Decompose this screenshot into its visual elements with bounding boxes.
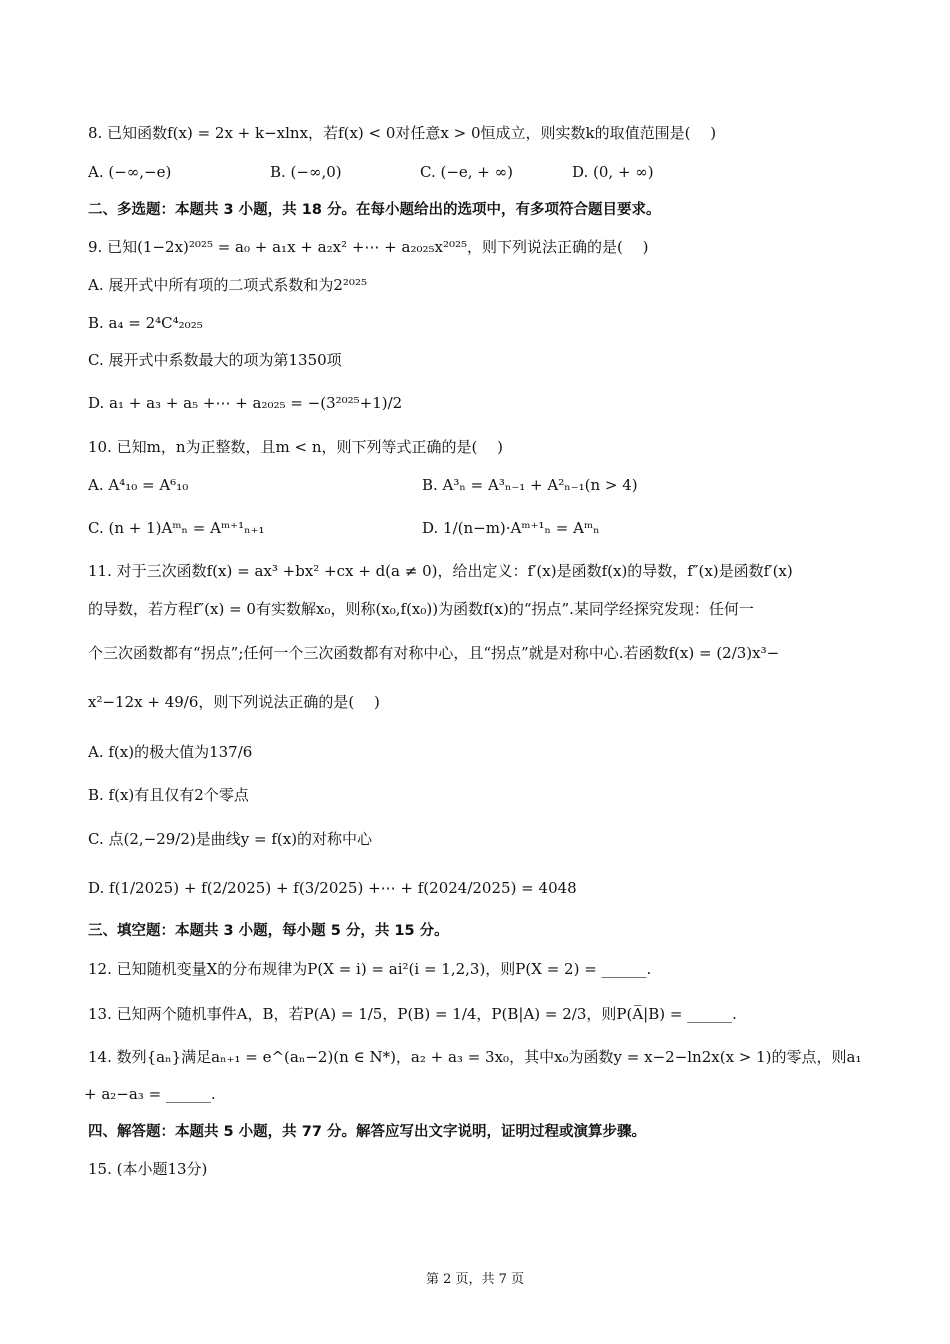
q8-option-c: C. (−e, + ∞): [420, 163, 513, 181]
q11-option-c: C. 点(2,−29/2)是曲线y = f(x)的对称中心: [88, 830, 373, 848]
q9-option-c: C. 展开式中系数最大的项为第1350项: [88, 351, 342, 369]
page-footer: 第 2 页，共 7 页: [425, 1272, 525, 1287]
section-3-heading: 三、填空题：本题共 3 小题，每小题 5 分，共 15 分。: [88, 923, 449, 939]
question-11-line-4: x²−12x + 49/6，则下列说法正确的是( ): [88, 693, 380, 711]
q9-option-d: D. a₁ + a₃ + a₅ +⋯ + a₂₀₂₅ = −(3²⁰²⁵+1)/2: [88, 394, 403, 412]
question-10-stem: 10. 已知m，n为正整数，且m < n，则下列等式正确的是( ): [88, 438, 503, 456]
q10-option-d: D. 1/(n−m)·Aᵐ⁺¹ₙ = Aᵐₙ: [422, 519, 600, 537]
question-11-line-1: 11. 对于三次函数f(x) = ax³ +bx² +cx + d(a ≠ 0)，给出定义：f′(x)是函数f(x)的导数，f″(x)是函数f′(x): [88, 562, 793, 580]
q8-option-b: B. (−∞,0): [270, 163, 342, 181]
q10-option-b: B. A³ₙ = A³ₙ₋₁ + A²ₙ₋₁(n > 4): [422, 476, 638, 494]
question-15-heading: 15. (本小题13分): [88, 1160, 208, 1178]
question-14-line-2: + a₂−a₃ = ______.: [84, 1085, 216, 1103]
section-2-heading: 二、多选题：本题共 3 小题，共 18 分。在每小题给出的选项中，有多项符合题目要求。: [88, 202, 661, 218]
question-9-stem: 9. 已知(1−2x)²⁰²⁵ = a₀ + a₁x + a₂x² +⋯ + a₂₀₂₅x²⁰²⁵，则下列说法正确的是( ): [88, 238, 649, 256]
question-8-stem: 8. 已知函数f(x) = 2x + k−xlnx，若f(x) < 0对任意x > 0恒成立，则实数k的取值范围是( ): [88, 124, 717, 142]
q8-option-d: D. (0, + ∞): [572, 163, 654, 181]
q10-option-a: A. A⁴₁₀ = A⁶₁₀: [88, 476, 189, 494]
q11-option-b: B. f(x)有且仅有2个零点: [88, 786, 249, 804]
section-4-heading: 四、解答题：本题共 5 小题，共 77 分。解答应写出文字说明，证明过程或演算步骤。: [88, 1124, 646, 1140]
q11-option-a: A. f(x)的极大值为137/6: [88, 743, 253, 761]
q9-option-b: B. a₄ = 2⁴C⁴₂₀₂₅: [88, 314, 203, 332]
q9-option-a: A. 展开式中所有项的二项式系数和为2²⁰²⁵: [88, 276, 367, 294]
q8-option-a: A. (−∞,−e): [88, 163, 172, 181]
q10-option-c: C. (n + 1)Aᵐₙ = Aᵐ⁺¹ₙ₊₁: [88, 519, 265, 537]
question-12: 12. 已知随机变量X的分布规律为P(X = i) = ai²(i = 1,2,3)，则P(X = 2) = ______.: [88, 960, 652, 978]
question-14-line-1: 14. 数列{aₙ}满足aₙ₊₁ = e^(aₙ−2)(n ∈ N*)，a₂ + a₃ = 3x₀，其中x₀为函数y = x−2−ln2x(x > 1)的零点，则a₁: [88, 1048, 862, 1066]
question-13: 13. 已知两个随机事件A，B，若P(A) = 1/5，P(B) = 1/4，P(B|A) = 2/3，则P(A̅|B) = ______.: [88, 1005, 737, 1023]
q11-option-d: D. f(1/2025) + f(2/2025) + f(3/2025) +⋯ + f(2024/2025) = 4048: [88, 879, 577, 897]
question-11-line-2: 的导数，若方程f″(x) = 0有实数解x₀，则称(x₀,f(x₀))为函数f(x)的“拐点”.某同学经探究发现：任何一: [88, 600, 754, 618]
question-11-line-3: 个三次函数都有“拐点”;任何一个三次函数都有对称中心，且“拐点”就是对称中心.若函数f(x) = (2/3)x³−: [88, 644, 780, 662]
